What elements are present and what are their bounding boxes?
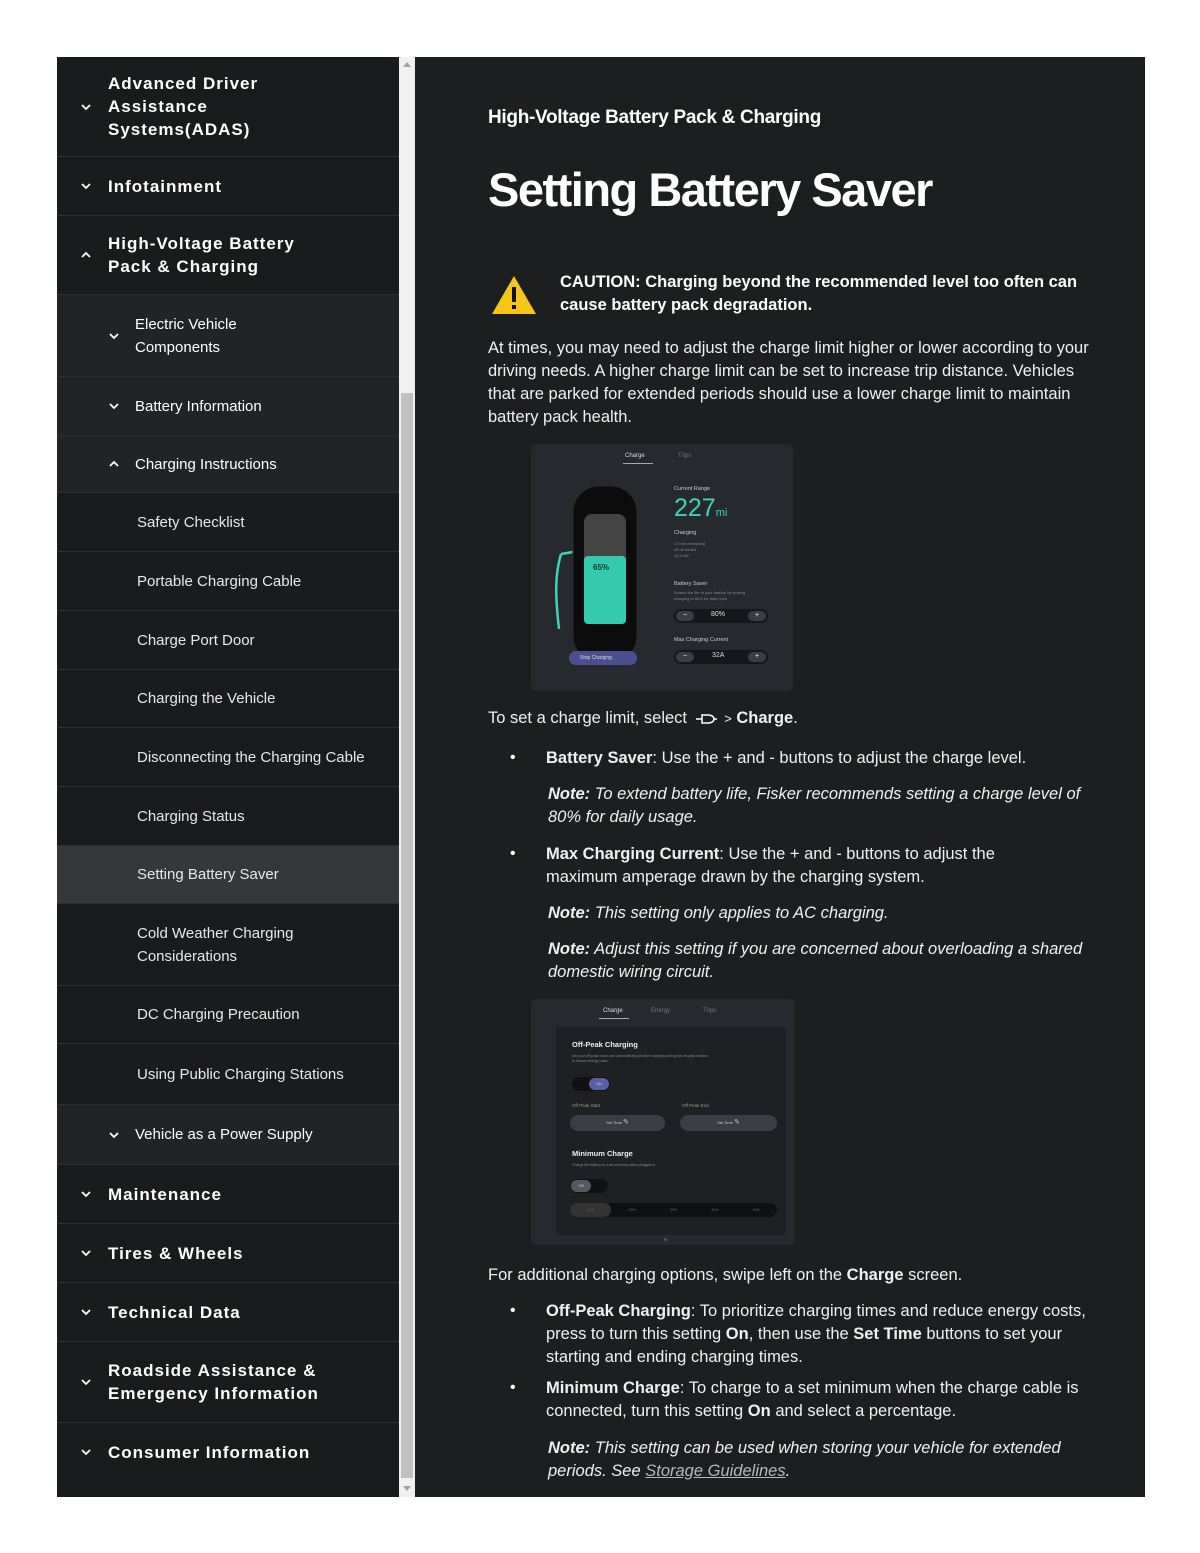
instruction-text: To set a charge limit, select [488,709,687,727]
sidebar-item-label: Consumer Information [108,1442,311,1462]
offpeak-start-label: Off Peak Start [572,1103,601,1108]
minimum-charge-bullet [546,1377,1091,1423]
sidebar-item-label: Tires & Wheels [108,1243,244,1263]
on-term: On [725,1325,749,1343]
note-3 [548,938,1093,984]
set-start-time-button[interactable] [570,1115,665,1131]
page-title: Setting Battery Saver [488,163,932,216]
sidebar-item-label: Charging Instructions [135,455,277,473]
sidebar-item-infotainment[interactable] [57,157,399,216]
sidebar-item-cold-weather-charging[interactable] [57,904,399,986]
sidebar-item-label: Safety Checklist [137,513,245,531]
sidebar-item-label: Portable Charging Cable [137,572,302,590]
stepper-value: 32A [712,652,725,659]
bullet-dot: • [510,1379,516,1396]
charging-label: Charging [674,530,697,536]
sidebar-item-setting-battery-saver[interactable] [57,846,399,904]
sidebar-scrollbar[interactable] [399,57,415,1497]
note-text: This setting can be used when storing your vehicle for extended periods. See [548,1439,1061,1480]
paragraph-text: screen. [908,1266,963,1284]
set-time-label: Set Time [717,1120,733,1125]
sidebar-item-label: DC Charging Precaution [137,1006,300,1023]
pencil-icon: ✎ [623,1119,629,1126]
note-text: Adjust this setting if you are concerned about overloading a shared domestic wiring circuit. [548,940,1083,981]
caution-warning-icon [490,274,538,316]
bullet-text: buttons to set your starting and ending charging times. [546,1325,1063,1366]
sidebar-item-label: Electric Vehicle Components [135,315,237,356]
sidebar-item-tires-wheels[interactable] [57,1224,399,1283]
bullet-text: , then use the [748,1325,849,1343]
percentage-option[interactable]: 50% [752,1208,760,1212]
sidebar-item-dc-charging-precaution[interactable] [57,986,399,1044]
sidebar-item-public-charging-stations[interactable] [57,1044,399,1105]
additional-options-paragraph [488,1264,1098,1287]
on-term: On [747,1402,771,1420]
sidebar-item-label: Setting Battery Saver [137,866,279,883]
path-separator: > [724,711,732,726]
intro-paragraph: At times, you may need to adjust the charge limit higher or lower according to your driving needs. A higher charge limit can be set to increase trip distance. Vehicles that are parked for extended periods should use a lower charge limit to maintain battery pack health. [488,339,1089,426]
battery-saver-description [674,590,745,602]
offpeak-toggle[interactable] [572,1077,610,1091]
toggle-off-knob: Off [571,1180,591,1192]
note-4 [548,1437,1093,1483]
range-value [674,494,727,523]
offpeak-end-label: Off Peak End [682,1103,709,1108]
sidebar-item-charging-the-vehicle[interactable] [57,670,399,728]
chevron-down-icon [109,1130,119,1140]
charge-menu-term: Charge [736,709,794,727]
set-end-time-button[interactable] [680,1115,777,1131]
tab-underline [599,1018,629,1019]
punctuation: . [785,1462,791,1480]
note-1 [548,783,1093,829]
storage-guidelines-link[interactable]: Storage Guidelines [645,1462,786,1480]
charging-details [674,541,705,559]
chevron-up-icon [109,459,119,469]
offpeak-title: Off-Peak Charging [572,1040,638,1049]
charging-detail-line: 48 mi added [674,547,697,552]
charge-screen-term: Charge [846,1266,904,1284]
pencil-icon: ✎ [734,1119,740,1126]
offpeak-bullet [546,1300,1091,1369]
sidebar-item-label: Using Public Charging Stations [137,1065,344,1083]
sidebar-item-label: Charging the Vehicle [137,690,276,707]
sidebar-item-label: Advanced Driver Assistance Systems(ADAS) [108,74,259,139]
sidebar-item-label: High-Voltage Battery Pack & Charging [108,234,295,276]
bullet-text: : Use the + and - buttons to adjust the maximum amperage drawn by the charging system. [546,845,995,886]
chevron-down-icon [81,1189,91,1199]
note-2 [548,902,1093,925]
offpeak-term: Off-Peak Charging [546,1302,691,1320]
set-time-term: Set Time [853,1325,922,1343]
offpeak-desc-line: to reduce energy costs [572,1059,608,1063]
set-charge-limit-instruction [488,707,1098,730]
chevron-down-icon [81,181,91,191]
percentage-option[interactable]: 10% [570,1203,611,1217]
caution-text: CAUTION: Charging beyond the recommended level too often can cause battery pack degradation. [560,273,1078,314]
page-indicator-dot [664,1238,667,1241]
sidebar-item-vehicle-power-supply[interactable] [57,1105,399,1165]
sidebar-item-charge-port-door[interactable] [57,611,399,670]
max-current-label: Max Charging Current [674,637,729,643]
battery-saver-stepper[interactable] [674,609,768,623]
charging-detail-line: 12.5 kW [674,553,689,558]
sidebar-item-label: Disconnecting the Charging Cable [137,748,365,766]
sidebar-item-label: Cold Weather Charging Considerations [137,924,294,965]
battery-saver-term: Battery Saver [546,749,653,767]
tab-charge: Charge [625,453,645,459]
breadcrumb: High-Voltage Battery Pack & Charging [488,107,822,128]
chevron-down-icon [81,1248,91,1258]
bullet-text: and select a percentage. [775,1402,957,1420]
tab-energy: Energy [651,1008,671,1014]
sidebar-nav [57,57,399,1497]
sidebar-item-label: Roadside Assistance & Emergency Information [108,1361,319,1403]
bullet-text: : To charge to a set minimum when the charge cable is connected, turn this setting [546,1379,1079,1420]
max-current-term: Max Charging Current [546,845,720,863]
sidebar-item-label: Technical Data [108,1302,241,1322]
sidebar-item-high-voltage-battery[interactable] [57,216,399,295]
main-content [415,57,1145,1497]
sidebar-item-charging-instructions[interactable] [57,436,399,493]
paragraph-text: For additional charging options, swipe left on the [488,1266,843,1284]
note-text: This setting only applies to AC charging. [594,904,889,922]
bullet-dot: • [510,749,516,766]
battery-saver-bullet [546,747,1106,770]
sidebar-item-label: Battery Information [135,397,262,415]
chevron-down-icon [81,1377,91,1387]
sidebar-item-safety-checklist[interactable] [57,493,399,552]
sidebar-item-adas[interactable] [57,57,399,157]
tab-trips: Trips [678,453,692,459]
max-current-stepper[interactable] [674,650,768,664]
offpeak-desc-line: Set your off-peak hours and automatically prioritize charging during the off-peak window [572,1054,708,1058]
chevron-down-icon [81,102,91,112]
car-topview-icon [551,484,651,669]
charge-plug-icon [694,712,718,726]
chevron-up-icon [81,250,91,260]
sidebar-item-portable-charging-cable[interactable] [57,552,399,611]
current-range-label: Current Range [674,486,711,492]
minimum-charge-term: Minimum Charge [546,1379,680,1397]
sidebar-item-ev-components[interactable] [57,295,399,377]
stop-charging-button[interactable] [569,651,637,665]
chevron-down-icon [109,331,119,341]
sidebar-item-consumer-information[interactable] [57,1423,399,1481]
battery-saver-label: Battery Saver [674,581,708,587]
note-label: Note: [548,785,591,803]
toggle-on-knob: On [589,1078,609,1090]
range-unit: mi [715,507,728,519]
bullet-text: : To prioritize charging times and reduce energy costs, press to turn this setting [546,1302,1086,1343]
offpeak-description [572,1054,787,1064]
sidebar-item-disconnecting-cable[interactable] [57,728,399,787]
sidebar-item-label: Vehicle as a Power Supply [135,1126,313,1143]
increase-button[interactable]: + [748,611,766,621]
minimum-charge-title: Minimum Charge [572,1149,633,1158]
note-label: Note: [548,940,591,958]
bullet-dot: • [510,845,516,862]
punctuation: . [793,709,798,727]
sidebar-item-label: Charging Status [137,807,245,825]
note-label: Note: [548,1439,591,1457]
sidebar-item-maintenance[interactable] [57,1165,399,1224]
sidebar-item-technical-data[interactable] [57,1283,399,1342]
decrease-button[interactable]: − [676,611,694,621]
charge-screen-screenshot [531,444,793,691]
battery-saver-desc-line: Extend the life of your battery by limiting [674,590,745,595]
sidebar-item-label: Maintenance [108,1184,222,1204]
note-text: To extend battery life, Fisker recommends setting a charge level of 80% for daily usage. [548,785,1081,826]
range-number: 227 [674,494,716,522]
percentage-option[interactable]: 20% [628,1208,636,1212]
charge-options-screenshot [531,999,795,1245]
decrease-button[interactable]: − [676,652,694,662]
scrollbar-thumb[interactable] [401,393,413,1478]
bullet-text: : Use the + and - buttons to adjust the charge level. [652,749,1027,767]
minimum-charge-description: Charge the battery to a set minimum when plugged in [572,1163,656,1167]
bullet-dot: • [510,1302,516,1319]
scroll-up-arrow-icon[interactable] [403,62,411,67]
chevron-down-icon [81,1447,91,1457]
sidebar-item-roadside-assistance[interactable] [57,1342,399,1423]
tab-underline [623,463,653,464]
max-current-bullet [546,843,1066,889]
percentage-selector[interactable] [570,1203,777,1217]
chevron-down-icon [81,1307,91,1317]
tab-trips: Trips [703,1008,717,1014]
sidebar-item-charging-status[interactable] [57,787,399,846]
percentage-option[interactable]: 40% [711,1208,719,1212]
chevron-down-icon [109,401,119,411]
sidebar-item-label: Charge Port Door [137,631,255,649]
set-time-label: Set Time [606,1120,622,1125]
minimum-charge-toggle[interactable] [570,1179,608,1193]
battery-percentage: 65% [593,563,610,572]
sidebar-item-label: Infotainment [108,176,222,196]
stepper-value: 80% [711,611,726,618]
percentage-option[interactable]: 30% [670,1208,678,1212]
stop-charging-label: Stop Charging [580,655,612,661]
note-label: Note: [548,904,591,922]
tab-charge: Charge [603,1008,623,1014]
sidebar-item-battery-information[interactable] [57,377,399,436]
scroll-down-arrow-icon[interactable] [403,1486,411,1491]
charging-detail-line: 2.5 mo remaining [674,541,705,546]
battery-saver-desc-line: charging to 80% for daily trips [674,596,727,601]
increase-button[interactable]: + [748,652,766,662]
